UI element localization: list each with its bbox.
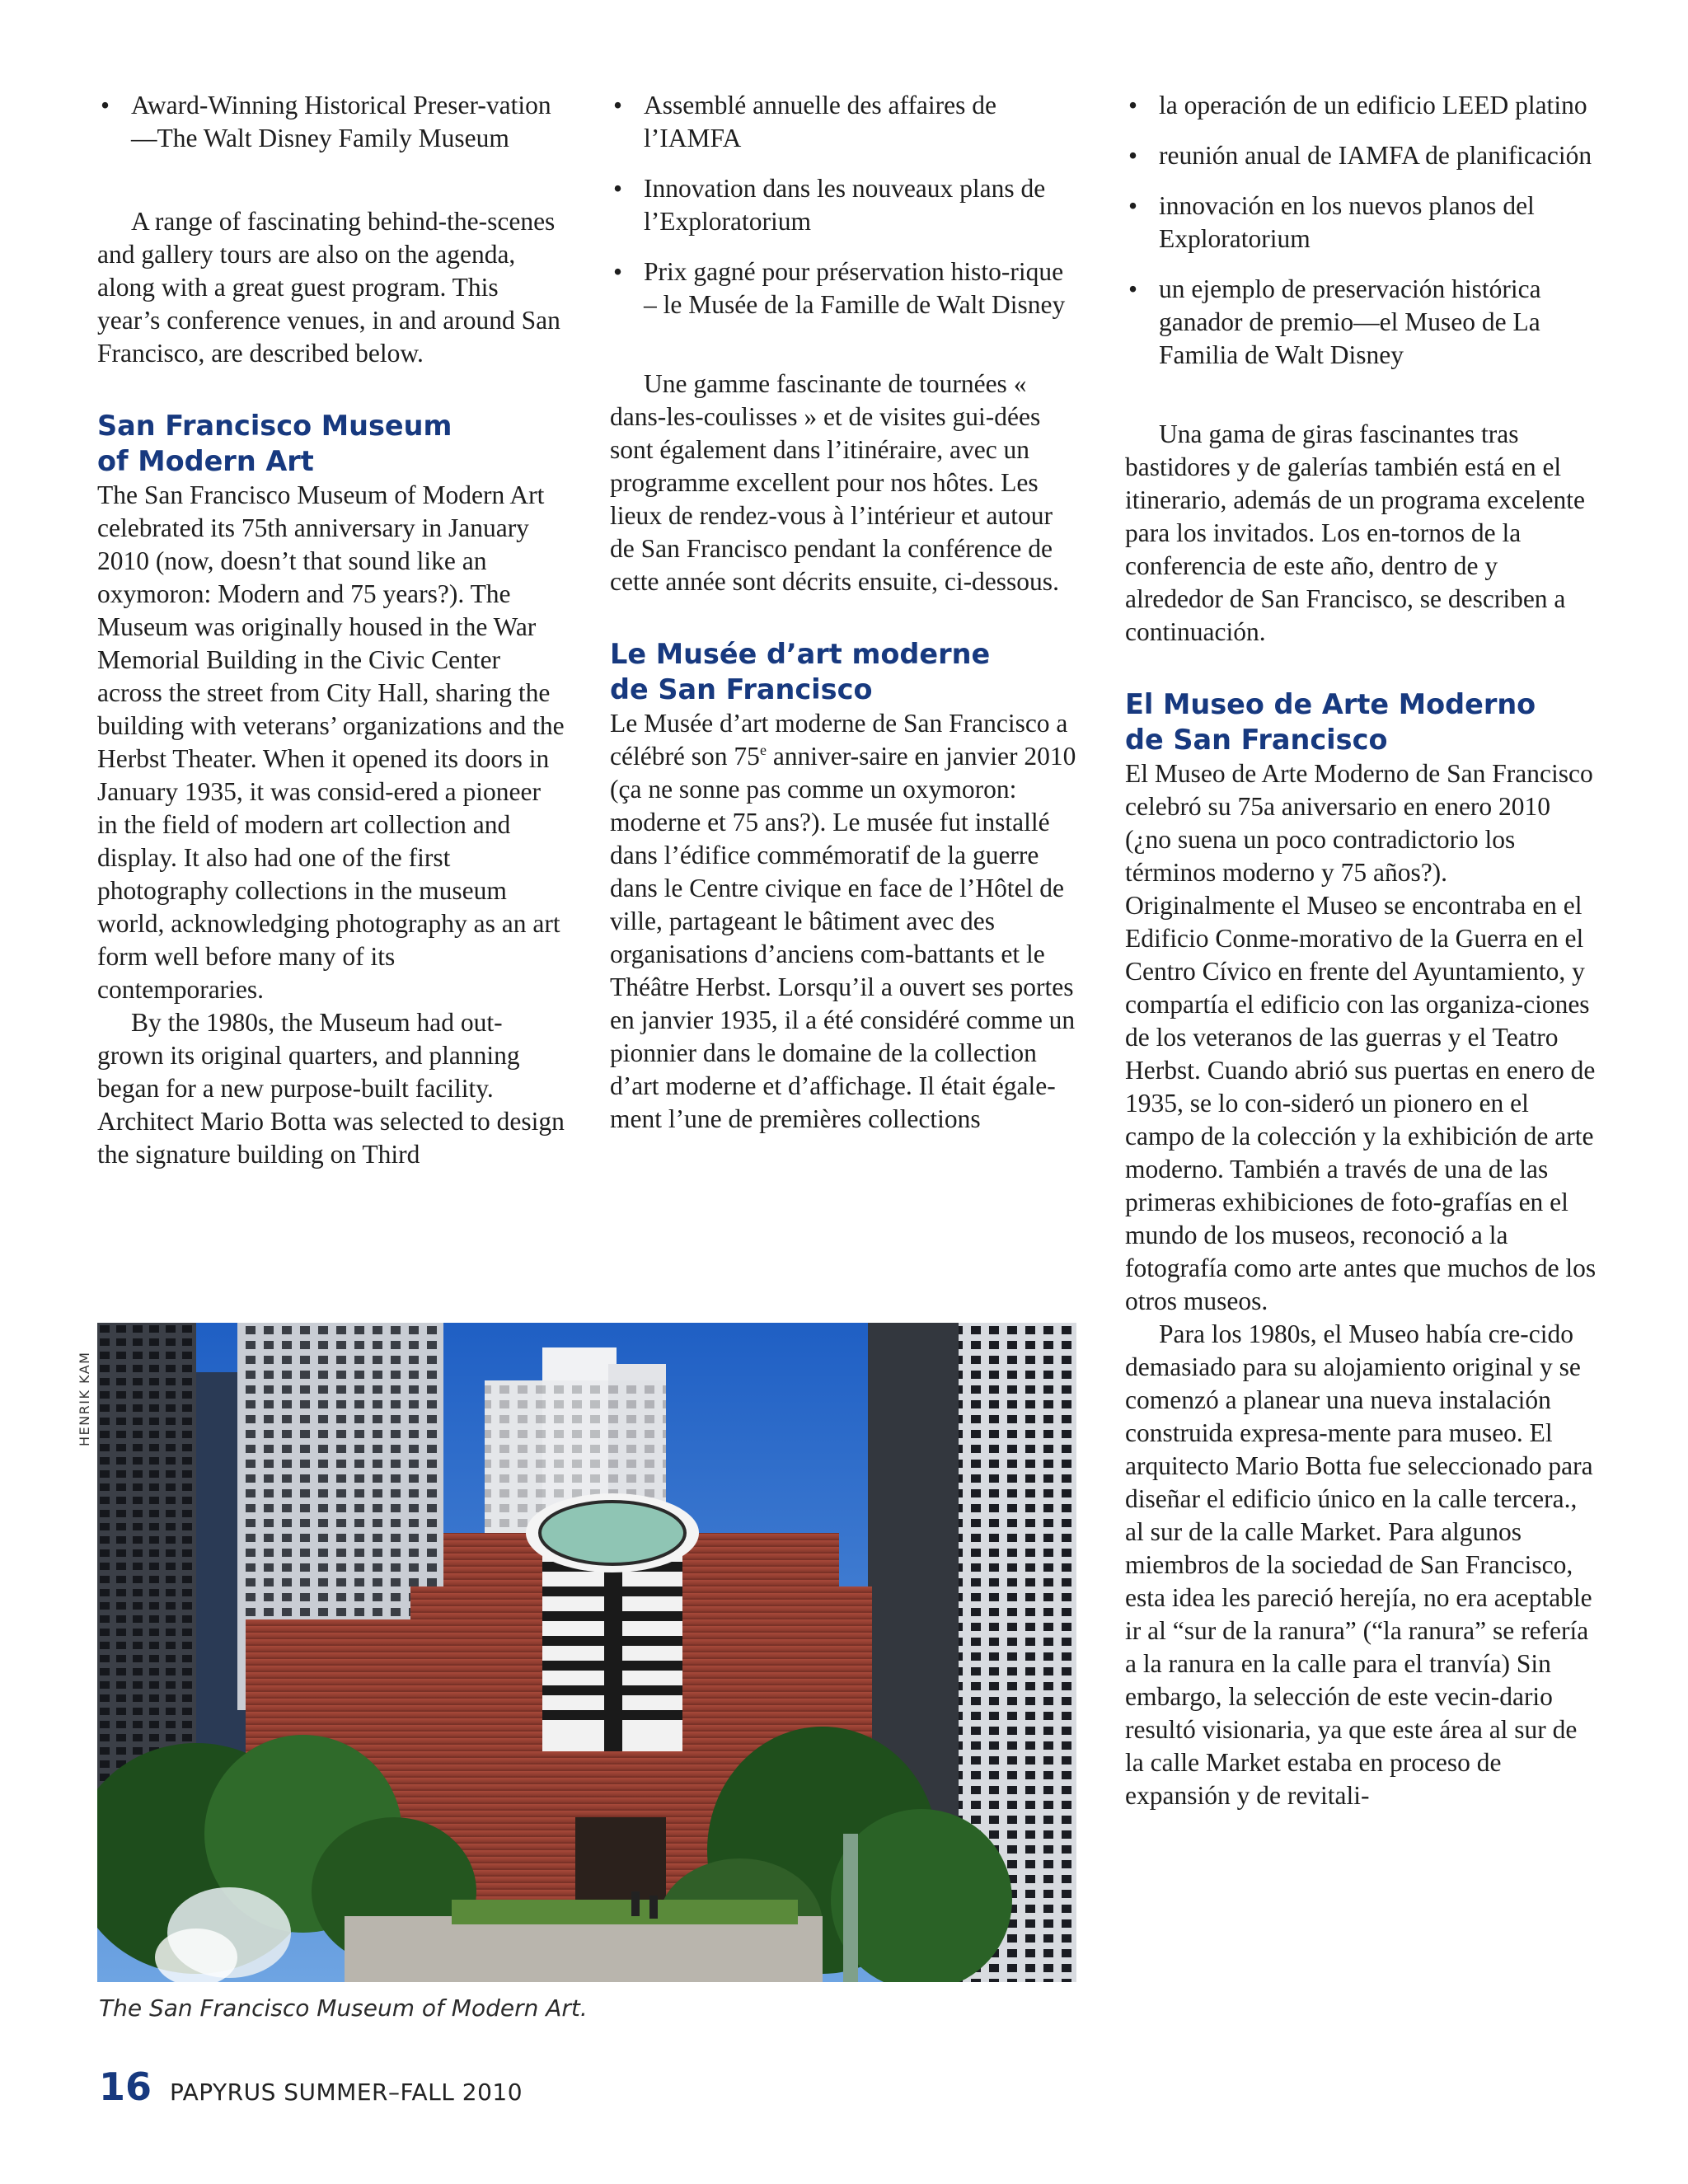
body-paragraph: El Museo de Arte Moderno de San Francisco celebró su 75a aniversario en enero 2010 (¿no suena un poco contradictorio los términos moderno y 75 años?). Originalmente el Museo se encontraba en el Edificio Conme-morativo de la Guerra en el Centro Cívico en frente del Ayuntamiento, y compartía el edificio con las organiza-ciones de los veteranos de las guerras y el Teatro Herbst. Cuando abrió sus puertas en enero de 1935, se lo con-sideró un pionero en el campo de la colección y la exhibición de arte moderno. También a través de una de las primeras exhibiciones de foto-grafías en el mundo de los museos, reconoció a la fotografía como arte antes que muchos de los otros museos. — [1125, 759, 1597, 1315]
list-item: • innovación en los nuevos planos del Exploratorium — [1125, 190, 1599, 255]
body-paragraph: The San Francisco Museum of Modern Art celebrated its 75th anniversary in January 2010 (now, doesn’t that sound like an oxymoron: Modern and 75 years?). The Museum was originally housed in the War Memorial Building in the Civic Center across the street from City Hall, sharing the building with veterans’ organizations and the Herbst Theater. When it opened its doors in January 1935, it was consid-ered a pioneer in the field of modern art collection and display. It also had one of the first photography collections in the museum world, acknowledging photography as an art form well before many of its contemporaries. — [97, 480, 565, 1004]
museum-photo — [97, 1323, 1076, 1982]
list-item: • Assemblé annuelle des affaires de l’IAMFA — [610, 89, 1080, 155]
list-item: • Prix gagné pour préservation histo-rique – le Musée de la Famille de Walt Disney — [610, 255, 1080, 321]
body-text: Le Musée d’art moderne de San Francisco a célébré son 75 — [610, 709, 1068, 771]
list-item: • un ejemplo de preservación histórica ganador de premio—el Museo de La Familia de Walt Disney — [1125, 273, 1599, 372]
heading-line: San Francisco Museum — [97, 410, 452, 442]
body-paragraph: By the 1980s, the Museum had out-grown its original quarters, and planning began for a new purpose-built facility. Architect Mario Botta was selected to design the signature building on Third — [97, 1008, 565, 1169]
english-bullet-list — [97, 89, 567, 155]
french-bullet-list — [610, 89, 1080, 321]
photo-caption: The San Francisco Museum of Modern Art. — [99, 1994, 588, 2022]
photo-credit: HENRIK KAM — [77, 1351, 92, 1446]
heading-line: de San Francisco — [610, 673, 873, 705]
list-item: • Award-Winning Historical Preser-vation—The Walt Disney Family Museum — [97, 89, 567, 155]
intro-paragraph: Une gamme fascinante de tournées « dans-les-coulisses » et de visites gui-dées sont également dans l’itinéraire, avec un programme excellent pour nos hôtes. Les lieux de rendez-vous à l’intérieur et autour de San Francisco pendant la conférence de cette année sont décrits ensuite, ci-dessous. — [610, 369, 1059, 596]
heading-line: Le Musée d’art moderne — [610, 638, 991, 670]
english-column — [97, 89, 567, 1171]
section-heading — [1125, 687, 1599, 757]
intro-paragraph: Una gama de giras fascinantes tras bastidores y de galerías también está en el itinerario, además de un programa excelente para los invitados. Los en-tornos de la conferencia de este año, dentro de y alrededor de San Francisco, se describen a continuación. — [1125, 419, 1585, 646]
spanish-bullet-list — [1125, 89, 1599, 372]
page-footer — [99, 2064, 523, 2109]
body-paragraph — [610, 707, 1080, 1136]
section-heading — [97, 408, 567, 479]
heading-line: of Modern Art — [97, 445, 314, 477]
french-column — [610, 89, 1080, 1136]
list-item: • reunión anual de IAMFA de planificación — [1125, 139, 1599, 172]
superscript: e — [759, 742, 767, 758]
section-heading — [610, 636, 1080, 707]
heading-line: de San Francisco — [1125, 724, 1388, 756]
heading-line: El Museo de Arte Moderno — [1125, 688, 1536, 720]
body-paragraph: Para los 1980s, el Museo había cre-cido demasiado para su alojamiento original y se comenzó a planear una nueva instalación construida expresa-mente para museo. El arquitecto Mario Botta fue seleccionado para diseñar el edificio único en la calle tercera., al sur de la calle Market. Para algunos miembros de la sociedad de San Francisco, esta idea les pareció herejía, no era aceptable ir al “sur de la ranura” (“la ranura” se refería a la ranura en la calle para el tranvía) Sin embargo, la selección de este vecin-dario resultó visionaria, ya que este área al sur de la calle Market estaba en proceso de expansión y de revitali- — [1125, 1319, 1593, 1810]
list-item: • Innovation dans les nouveaux plans de l’Exploratorium — [610, 172, 1080, 238]
spanish-column — [1125, 89, 1599, 1812]
intro-paragraph: A range of fascinating behind-the-scenes and gallery tours are also on the agenda, along with a great guest program. This year’s conference venues, in and around San Francisco, are described below. — [97, 207, 560, 368]
page-number: 16 — [99, 2064, 152, 2109]
list-item: • la operación de un edificio LEED platino — [1125, 89, 1599, 122]
body-text: anniver-saire en janvier 2010 (ça ne sonne pas comme un oxymoron: moderne et 75 ans?). Le musée fut installé dans l’édifice commémoratif de la guerre dans le Centre civique en face de l’Hôtel de ville, partageant le bâtiment avec des organisations d’anciens com-battants et le Théâtre Herbst. Lorsqu’il a ouvert ses portes en janvier 1935, il a été considéré comme un pionnier dans le domaine de la collection d’art moderne et d’affichage. Il était égale-ment l’une de premières collections — [610, 742, 1076, 1133]
publication-title: PAPYRUS SUMMER–FALL 2010 — [170, 2079, 523, 2106]
